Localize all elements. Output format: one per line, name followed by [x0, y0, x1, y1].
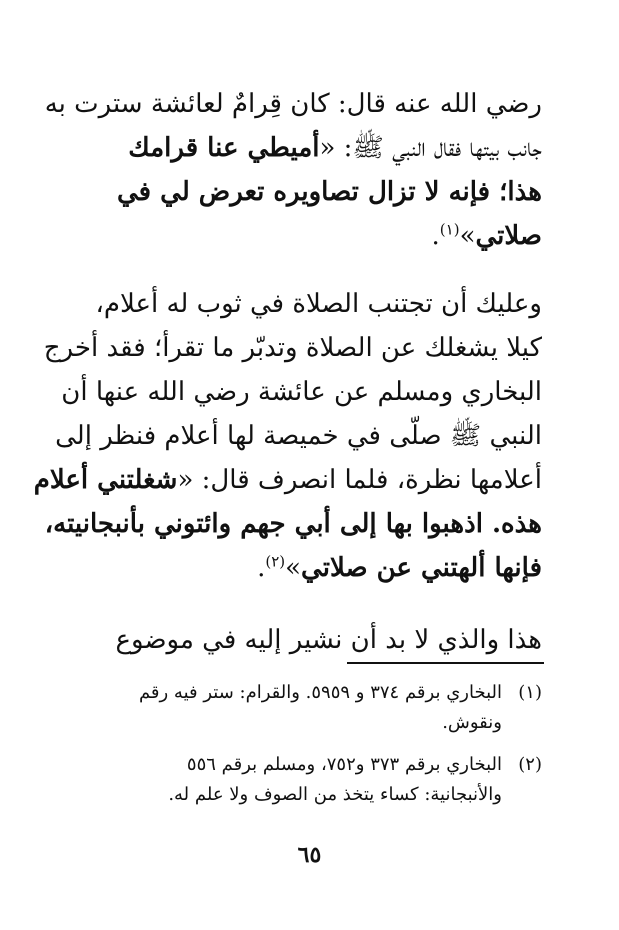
paragraph-1-line-2-text: جانب بيتها فقال النبي ﷺ: «: [319, 133, 542, 163]
paragraph-1-line-1: رضي الله عنه قال: كان قِرامٌ لعائشة سترت به: [44, 89, 542, 119]
footnote-2-number: (٢): [518, 754, 542, 775]
paragraph-2-line-5-text: أعلامها نظرة، فلما انصرف قال: «: [177, 465, 542, 495]
hadith-quote-2-end: فإنها ألهتني عن صلاتي: [301, 553, 542, 583]
paragraph-3: [72, 618, 542, 662]
paragraph-2-line-2: كيلا يشغلك عن الصلاة وتدبّر ما تقرأ؛ فقد أخرج: [43, 333, 542, 363]
footnote-separator: [347, 662, 544, 664]
footnote-ref-2: (٢): [265, 552, 286, 571]
page-body: [33, 82, 542, 662]
hadith-quote-bold: أميطي عنا قرامك: [128, 133, 320, 163]
paragraph-1: [44, 82, 542, 258]
footnote-1-number: (١): [518, 682, 542, 703]
paragraph-1-line-4: [72, 214, 542, 258]
quote-close-mark-2: »: [285, 553, 302, 583]
footnote-2-line-1: [72, 750, 542, 780]
footnote-1-line-1: [72, 678, 542, 708]
footnotes: [72, 678, 542, 822]
paragraph-2-line-4: النبي ﷺ صلّى في خميصة لها أعلام فنظر إلى: [55, 421, 542, 451]
paragraph-3-line-1: هذا والذي لا بد أن نشير إليه في موضوع: [115, 625, 542, 655]
footnote-2: [72, 750, 542, 810]
paragraph-2-line-1: وعليك أن تجتنب الصلاة في ثوب له أعلام،: [95, 289, 542, 319]
footnote-2-text: البخاري برقم ٣٧٣ و٧٥٢، ومسلم برقم ٥٥٦: [186, 754, 502, 775]
paragraph-2-line-6: هذه. اذهبوا بها إلى أبي جهم وائتوني بأنبجانيته،: [44, 509, 542, 539]
quote-close-mark: »: [459, 221, 476, 251]
period: .: [431, 221, 440, 251]
period-2: .: [257, 553, 266, 583]
paragraph-2-line-5: [33, 458, 542, 502]
footnote-ref-1: (١): [439, 220, 460, 239]
footnote-1-text: البخاري برقم ٣٧٤ و ٥٩٥٩. والقرام: ستر فيه رقم: [138, 682, 502, 703]
paragraph-2: [33, 282, 542, 590]
hadith-quote-end: صلاتي: [475, 221, 542, 251]
paragraph-2-line-3: البخاري ومسلم عن عائشة رضي الله عنها أن: [61, 377, 542, 407]
paragraph-2-line-7: [72, 546, 542, 590]
footnote-1: [72, 678, 542, 738]
paragraph-1-line-3: هذا؛ فإنه لا تزال تصاويره تعرض لي في: [117, 177, 542, 207]
hadith-quote-2-bold: شغلتني أعلام: [33, 465, 178, 495]
page-number: ٦٥: [297, 842, 322, 868]
footnote-1-line-2: ونقوش.: [442, 712, 502, 733]
paragraph-1-line-2: [72, 126, 542, 170]
footnote-2-line-2: والأنبجانية: كساء يتخذ من الصوف ولا علم له.: [168, 784, 502, 805]
